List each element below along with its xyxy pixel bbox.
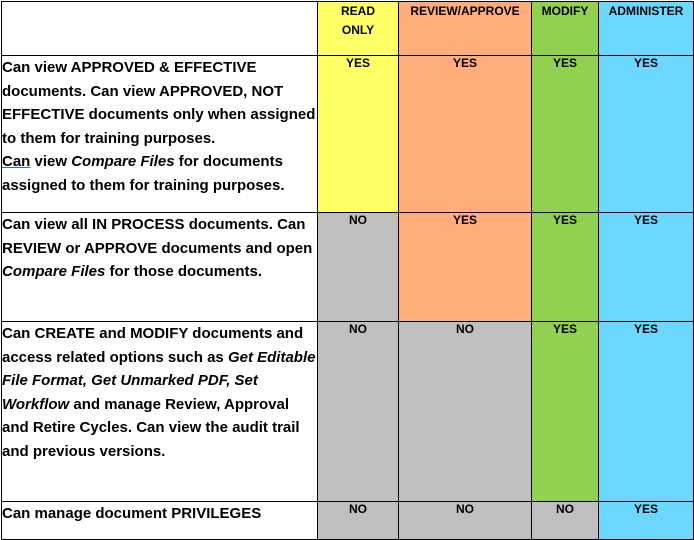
value-cell: NO xyxy=(532,502,599,540)
value-cell: YES xyxy=(599,322,694,502)
value-cell: YES xyxy=(532,213,599,322)
description-text: Can manage document PRIVILEGES xyxy=(2,505,262,522)
description-text: view xyxy=(30,153,72,171)
value-cell: YES xyxy=(399,213,532,322)
options-text: Get Editable File Format, Get Unmarked PDF, Set Workflow xyxy=(2,348,316,413)
value-cell: YES xyxy=(399,56,532,213)
row-description-view-approved xyxy=(2,56,318,213)
value-cell: YES xyxy=(318,56,399,213)
value-cell: NO xyxy=(318,213,399,322)
header-review-approve: REVIEW/APPROVE xyxy=(399,2,532,56)
row-description-create-modify xyxy=(2,322,318,502)
row-description-in-process xyxy=(2,213,318,322)
value-cell: YES xyxy=(599,56,694,213)
description-text: Can view all IN PROCESS documents. Can REVIEW or APPROVE documents and open xyxy=(2,216,313,257)
table-row xyxy=(2,213,694,322)
value-cell: YES xyxy=(599,213,694,322)
value-cell: YES xyxy=(532,322,599,502)
description-text: Can CREATE and MODIFY documents and access related options such as xyxy=(2,325,304,366)
permissions-table xyxy=(1,1,694,540)
header-corner-cell xyxy=(2,2,318,56)
header-row xyxy=(2,2,694,56)
value-cell: NO xyxy=(399,502,532,540)
value-cell: NO xyxy=(318,322,399,502)
description-text: and manage Review, Approval and Retire Cycles. Can view the audit trail and previous versions. xyxy=(2,395,300,460)
description-text: for those documents. xyxy=(105,263,263,281)
table-row xyxy=(2,502,694,540)
description-text: for documents assigned to them for training purposes. xyxy=(2,153,285,194)
header-administer: ADMINISTER xyxy=(599,2,694,56)
value-cell: YES xyxy=(599,502,694,540)
table-row xyxy=(2,56,694,213)
compare-files-text: Compare Files xyxy=(71,153,175,171)
table-row xyxy=(2,322,694,502)
value-cell: NO xyxy=(399,322,532,502)
header-read-only: READ ONLY xyxy=(318,2,399,56)
compare-files-text: Compare Files xyxy=(2,263,106,281)
header-modify: MODIFY xyxy=(532,2,599,56)
description-text: Can xyxy=(2,153,31,171)
row-description-privileges xyxy=(2,502,318,540)
value-cell: YES xyxy=(532,56,599,213)
value-cell: NO xyxy=(318,502,399,540)
description-text: Can view APPROVED & EFFECTIVE documents. Can view APPROVED, NOT EFFECTIVE documents only when assigned to them for training purposes. xyxy=(2,59,316,147)
